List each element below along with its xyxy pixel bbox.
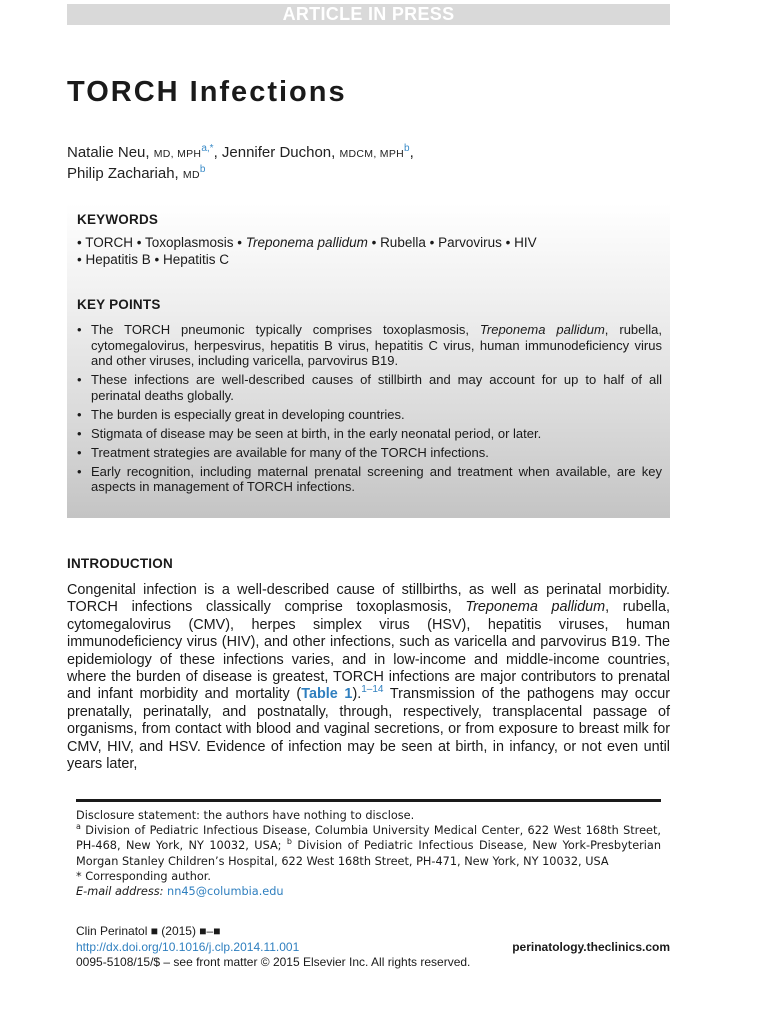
footnote-divider bbox=[76, 799, 661, 802]
key-points-heading: KEY POINTS bbox=[77, 297, 161, 312]
key-point: • The burden is especially great in developing countries. bbox=[77, 407, 662, 423]
email-line bbox=[76, 884, 661, 899]
keywords-list: • TORCH • Toxoplasmosis • Treponema pallidum • Rubella • Parvovirus • HIV • Hepatitis B • Hepatitis C bbox=[77, 235, 537, 267]
author-list bbox=[67, 143, 670, 185]
copyright: 0095-5108/15/$ – see front matter © 2015 Elsevier Inc. All rights reserved. bbox=[76, 955, 471, 969]
author-separator: , bbox=[213, 144, 222, 161]
keyword: Hepatitis C bbox=[163, 252, 230, 267]
key-point: • Treatment strategies are available for many of the TORCH infections. bbox=[77, 445, 662, 461]
email-label: E-mail address: bbox=[76, 885, 164, 899]
reference-link[interactable]: 1–14 bbox=[361, 684, 384, 696]
author-name: Jennifer Duchon, bbox=[221, 144, 336, 161]
affiliation-text: Division of Pediatric Infectious Disease, New York-Presbyterian Morgan Stanley Children’s Hospital, 622 West 168th Street, PH-471, New York, NY 10032, USA bbox=[76, 839, 662, 868]
author-separator: , bbox=[409, 144, 414, 161]
intro-text: Transmission of the pathogens may occur prenatally, perinatally, and postnatally, through, respectively, transplacental passage of organisms, from contact with blood and vaginal secretions, or from exposure to breast milk for CMV, HIV, and HSV. Evidence of infection may be seen at birth, in infancy, or not even until years later, bbox=[67, 686, 670, 773]
author-degrees: MD bbox=[182, 169, 200, 181]
affiliation-marker[interactable]: a,* bbox=[201, 143, 214, 154]
affiliation-mark: a bbox=[76, 822, 81, 832]
article-in-press-banner: ARTICLE IN PRESS bbox=[67, 4, 670, 25]
key-point: • These infections are well-described causes of stillbirth and may account for up to half of all perinatal deaths globally. bbox=[77, 372, 662, 403]
table-1-link[interactable]: Table 1 bbox=[301, 686, 353, 703]
footnotes bbox=[76, 808, 661, 899]
author-degrees: MDCM, MPH bbox=[339, 148, 405, 160]
introduction-paragraph bbox=[67, 582, 670, 773]
corresponding-author: * Corresponding author. bbox=[76, 869, 211, 883]
key-point-text: , rubella, cytomegalovirus, herpesvirus, hepatitis B virus, hepatitis C virus, human immunodeficiency virus and other viruses, including varicella, parvovirus B19. bbox=[91, 322, 662, 368]
affiliation-marker[interactable]: b bbox=[199, 164, 206, 175]
author-name: Philip Zachariah, bbox=[67, 165, 179, 182]
affiliation-mark: b bbox=[286, 837, 292, 847]
affiliation-text: Division of Pediatric Infectious Disease, Columbia University Medical Center, 622 West 168th Street, PH-468, New York, NY 10032, USA; bbox=[76, 824, 661, 853]
intro-text: Congenital infection is a well-described cause of stillbirths, as well as perinatal morbidity. TORCH infections classically comprise toxoplasmosis, bbox=[67, 582, 670, 616]
key-points-list bbox=[77, 322, 662, 498]
intro-text: ). bbox=[352, 686, 362, 703]
keywords-heading: KEYWORDS bbox=[77, 212, 159, 227]
intro-text: , rubella, cytomegalovirus (CMV), herpes simplex virus (HSV), hepatitis viruses, human immunodeficiency virus (HIV), and other infections, such as varicella and parvovirus B19. The epidemiology of these infections varies, and in low-income and middle-income countries, where the burden of disease is greatest, TORCH infections are major contributors to prenatal and infant morbidity and mortality ( bbox=[67, 599, 670, 703]
author-name: Natalie Neu, bbox=[67, 144, 150, 161]
affiliation-marker[interactable]: b bbox=[404, 143, 410, 154]
email-link[interactable]: nn45@columbia.edu bbox=[167, 885, 284, 899]
key-point bbox=[77, 322, 662, 369]
keyword: TORCH bbox=[85, 235, 133, 250]
author-degrees: MD, MPH bbox=[153, 148, 202, 160]
disclosure-statement: Disclosure statement: the authors have nothing to disclose. bbox=[76, 809, 415, 822]
keyword: Toxoplasmosis bbox=[144, 235, 234, 250]
keywords-keypoints-box bbox=[67, 203, 670, 518]
doi-link[interactable]: http://dx.doi.org/10.1016/j.clp.2014.11.001 bbox=[76, 939, 300, 954]
intro-italic: Treponema pallidum bbox=[465, 599, 606, 616]
key-point: • Stigmata of disease may be seen at birth, in the early neonatal period, or later. bbox=[77, 426, 662, 442]
article-title: TORCH Infections bbox=[67, 76, 347, 108]
key-point-italic: Treponema pallidum bbox=[479, 322, 605, 337]
keyword: HIV bbox=[514, 235, 537, 250]
keyword: Rubella bbox=[380, 235, 426, 250]
introduction-heading: INTRODUCTION bbox=[67, 556, 173, 571]
journal-site[interactable]: perinatology.theclinics.com bbox=[512, 939, 670, 954]
journal-citation: Clin Perinatol ■ (2015) ■–■ bbox=[76, 924, 221, 938]
keyword: Treponema pallidum bbox=[245, 235, 368, 250]
key-point-text: The TORCH pneumonic typically comprises toxoplasmosis, bbox=[91, 322, 480, 337]
key-point: • Early recognition, including maternal prenatal screening and treatment when available, are key aspects in management of TORCH infections. bbox=[77, 464, 662, 495]
keyword: Hepatitis B bbox=[85, 252, 151, 267]
affiliations bbox=[76, 823, 661, 869]
keyword: Parvovirus bbox=[438, 235, 502, 250]
journal-info bbox=[76, 924, 670, 971]
